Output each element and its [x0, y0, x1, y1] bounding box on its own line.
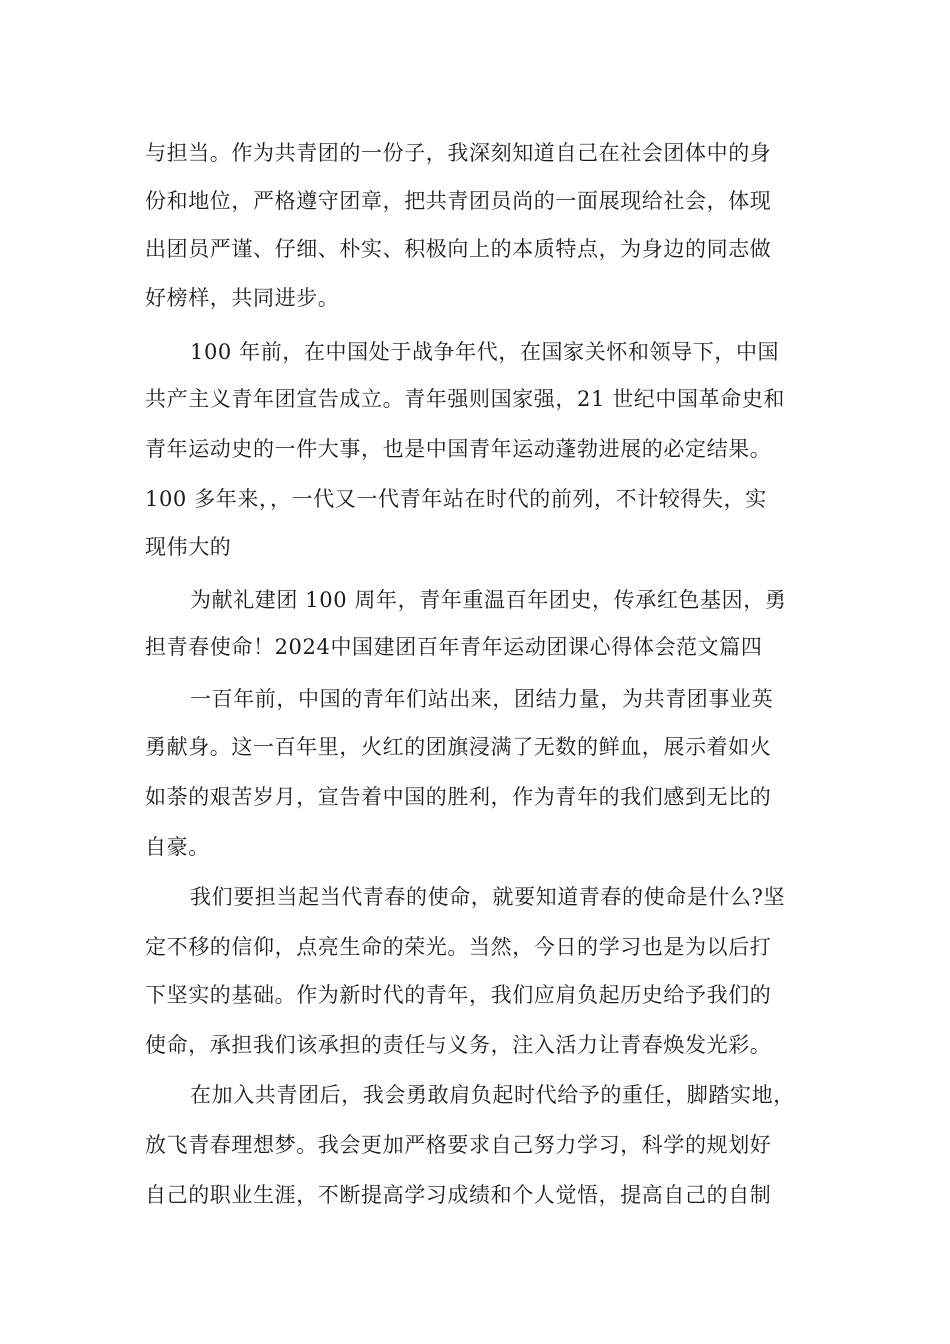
text-line: 自己的职业生涯，不断提高学习成绩和个人觉悟，提高自己的自制 — [145, 1183, 772, 1207]
text-line: 定不移的信仰，点亮生命的荣光。当然，今日的学习也是为以后打 — [145, 935, 772, 959]
text-line: 放飞青春理想梦。我会更加严格要求自己努力学习，科学的规划好 — [145, 1133, 772, 1157]
paragraph-first-line: 我们要担当起当代青春的使命，就要知道青春的使命是什么?坚 — [190, 885, 786, 909]
paragraph-first-line: 在加入共青团后，我会勇敢肩负起时代给予的重任，脚踏实地， — [190, 1083, 795, 1107]
text-line: 如荼的艰苦岁月，宣告着中国的胜利，作为青年的我们感到无比的 — [145, 785, 772, 809]
text-line: 与担当。作为共青团的一份子，我深刻知道自己在社会团体中的身 — [145, 141, 772, 165]
text-line: 担青春使命！2024中国建团百年青年运动团课心得体会范文篇四 — [145, 635, 763, 659]
text-line: 共产主义青年团宣告成立。青年强则国家强，21 世纪中国革命史和 — [145, 387, 785, 411]
text-line: 现伟大的 — [145, 535, 232, 559]
text-line: 份和地位，严格遵守团章，把共青团员尚的一面展现给社会，体现 — [145, 189, 772, 213]
text-line: 100 多年来，，一代又一代青年站在时代的前列，不计较得失，实 — [145, 487, 767, 511]
paragraph-first-line: 100 年前，在中国处于战争年代，在国家关怀和领导下，中国 — [190, 340, 780, 364]
text-line: 下坚实的基础。作为新时代的青年，我们应肩负起历史给予我们的 — [145, 983, 772, 1007]
text-line: 自豪。 — [145, 835, 210, 859]
text-line: 出团员严谨、仔细、朴实、积极向上的本质特点，为身边的同志做 — [145, 237, 772, 261]
text-line: 使命，承担我们该承担的责任与义务，注入活力让青春焕发光彩。 — [145, 1033, 772, 1057]
text-line: 青年运动史的一件大事，也是中国青年运动蓬勃进展的必定结果。 — [145, 437, 772, 461]
text-line: 好榜样，共同进步。 — [145, 286, 340, 310]
paragraph-first-line: 为献礼建团 100 周年，青年重温百年团史，传承红色基因，勇 — [190, 588, 787, 612]
text-line: 勇献身。这一百年里，火红的团旗浸满了无数的鲜血，展示着如火 — [145, 735, 772, 759]
paragraph-first-line: 一百年前，中国的青年们站出来，团结力量，为共青团事业英 — [190, 687, 774, 711]
